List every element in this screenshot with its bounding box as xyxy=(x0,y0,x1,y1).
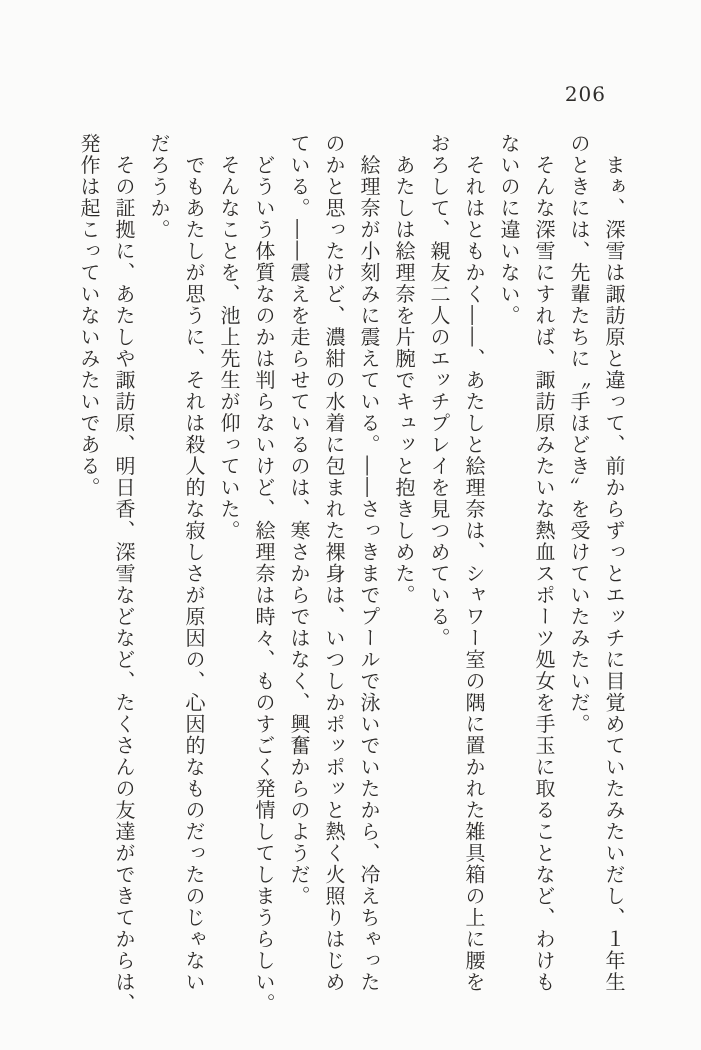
text-column: ている。――震えを走らせているのは、寒さからではなく、興奮からのようだ。 xyxy=(287,133,311,907)
text-column: ないのに違いない。 xyxy=(497,133,521,327)
body-text-block xyxy=(71,133,631,1017)
text-column: そんなことを、池上先生が仰っていた。 xyxy=(217,133,241,542)
text-column: のときには、先輩たちに〝手ほどき〟を受けていたみたいだ。 xyxy=(567,133,591,735)
text-column: だろうか。 xyxy=(147,133,171,241)
text-column: 絵理奈が小刻みに震えている。――さっきまでプールで泳いでいたから、冷えちゃった xyxy=(357,133,381,993)
text-column: 発作は起こっていないみたいである。 xyxy=(77,133,101,499)
text-column: おろして、親友二人のエッチプレイを見つめている。 xyxy=(427,133,451,649)
text-column: どういう体質なのかは判らないけど、絵理奈は時々、ものすごく発情してしまうらしい。 xyxy=(252,133,276,1015)
text-column: あたしは絵理奈を片腕でキュッと抱きしめた。 xyxy=(392,133,416,606)
page-number: 206 xyxy=(564,82,606,106)
text-column: それはともかく――、あたしと絵理奈は、シャワー室の隅に置かれた雑具箱の上に腰を xyxy=(462,133,486,993)
text-column: でもあたしが思うに、それは殺人的な寂しさが原因の、心因的なものだったのじゃない xyxy=(182,133,206,993)
text-column: そんな深雪にすれば、諏訪原みたいな熱血スポーツ処女を手玉に取ることなど、わけも xyxy=(532,133,556,993)
text-column: のかと思ったけど、濃紺の水着に包まれた裸身は、いつしかポッポッと熱く火照りはじめ xyxy=(322,133,346,993)
text-column: まぁ、深雪は諏訪原と違って、前からずっとエッチに目覚めていたみたいだし、１年生 xyxy=(602,133,626,993)
text-column: その証拠に、あたしや諏訪原、明日香、深雪などなど、たくさんの友達ができてからは、 xyxy=(112,133,136,1015)
